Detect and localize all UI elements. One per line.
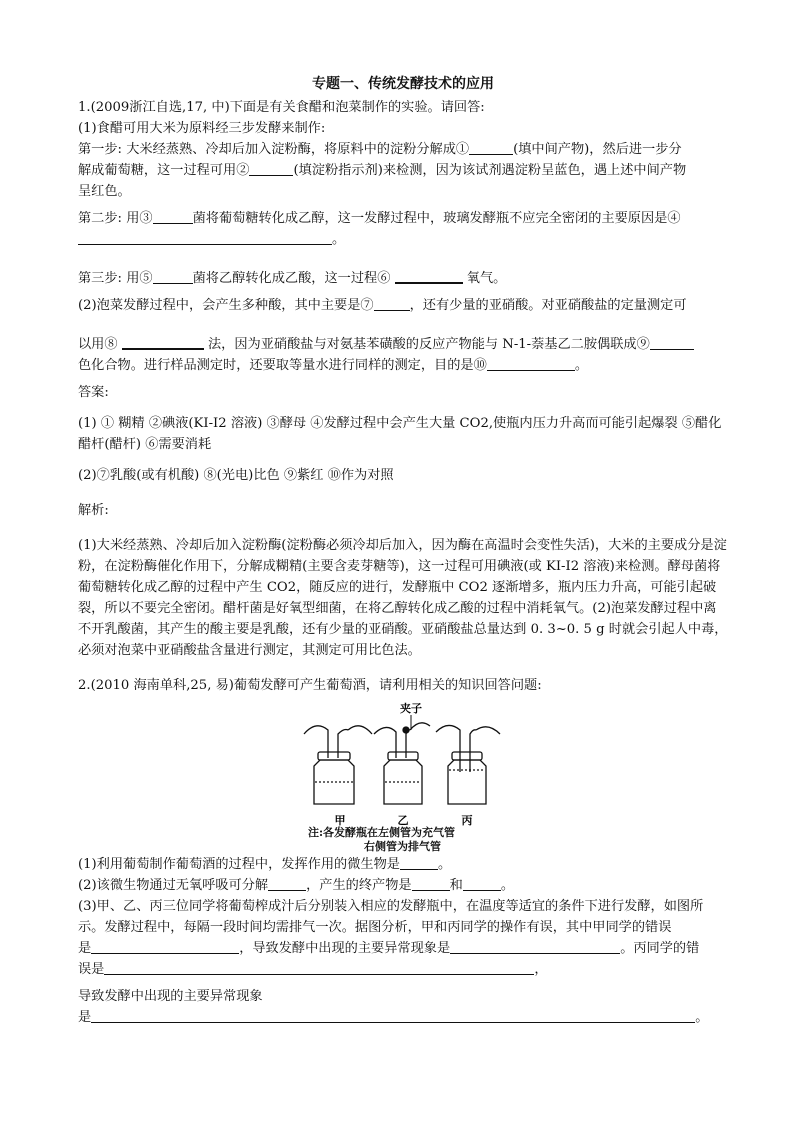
q2-part3-text-b: 是 [78, 941, 92, 956]
q1-part2-text-f: 。 [574, 358, 588, 373]
q2-part3-text-d: 。丙同学的错 [620, 941, 700, 956]
q1-step1 [78, 139, 728, 202]
bottle-label-jia: 甲 [334, 814, 346, 827]
blank-q2-4 [463, 876, 501, 891]
q1-part2-cont [78, 334, 728, 376]
bottle-label-yi: 乙 [397, 814, 409, 827]
q1-step2-text-c: 。 [332, 232, 346, 247]
q1-step2 [78, 208, 728, 250]
page-title: 专题一、传统发酵技术的应用 [312, 76, 494, 92]
blank-8 [122, 335, 204, 350]
blank-q2-5 [91, 939, 239, 954]
blank-q2-8 [91, 1008, 695, 1023]
q1-step1-text-b: (填中间产物)，然后进一步分 [513, 142, 682, 157]
q2-part2-text-b: ，产生的终产物是 [306, 878, 412, 893]
q1-step3-text-b: 菌将乙醇转化成乙酸，这一过程⑥ [192, 271, 391, 286]
q1-step2-text-b: 菌将葡萄糖转化成乙醇，这一发酵过程中，玻璃发酵瓶不应完全密闭的主要原因是④ [192, 211, 681, 226]
blank-1 [469, 140, 513, 155]
q1-part2-text-d: 法，因为亚硝酸盐与对氨基苯磺酸的反应产物能与 N-1-萘基乙二胺偶联成⑨ [207, 337, 650, 352]
q2-part2-text-a: (2)该微生物通过无氧呼吸可分解 [78, 878, 269, 893]
bottle-yi [374, 723, 430, 804]
q2-part2-text-d: 。 [500, 878, 514, 893]
blank-q2-3 [412, 876, 450, 891]
figure-note-2: 右侧管为排气管 [364, 840, 441, 853]
q1-step3-text-a: 第三步: 用⑤ [78, 271, 153, 286]
blank-10 [487, 356, 575, 371]
q1-step1-text-e: 呈红色。 [78, 184, 131, 199]
blank-2 [249, 161, 293, 176]
bottle-bing [436, 725, 500, 804]
blank-q2-2 [268, 876, 306, 891]
q2-part2-text-c: 和 [449, 878, 463, 893]
q2-part3-text-e: 误是 [78, 962, 105, 977]
q2-part3-text-f: ， [534, 962, 548, 977]
q1-part2-text-b: ，还有少量的亚硝酸。对亚硝酸盐的定量测定可 [409, 298, 687, 313]
q1-part1: (1)食醋可用大米为原料经三步发酵来制作: [78, 121, 326, 136]
answer-part2: (2)⑦乳酸(或有机酸) ⑧(光电)比色 ⑨紫红 ⑩作为对照 [78, 468, 394, 483]
q2-part1-text-a: (1)利用葡萄制作葡萄酒的过程中，发挥作用的微生物是 [78, 857, 400, 872]
blank-9 [650, 335, 694, 350]
blank-q2-7 [104, 960, 534, 975]
blank-5 [153, 269, 193, 284]
analysis-text: (1)大米经蒸熟、冷却后加入淀粉酶(淀粉酶必须冷却后加入，因为酶在高温时会变性失活)，大米的主要成分是淀粉，在淀粉酶催化作用下，分解成糊精(主要含麦芽糖等)，这一过程可用碘液(或 KI-I2 溶液)来检测。酵母菌将葡萄糖转化成乙醇的过程中产生 CO2，随反应的进行，发酵瓶中 CO2 逐渐增多，瓶内压力升高，可能引起破裂，所以不要完全密闭。醋杆菌是好氧型细菌，在将乙醇转化成乙酸的过程中消耗氧气。(2)泡菜发酵过程中离不开乳酸菌，其产生的酸主要是乳酸，还有少量的亚硝酸。亚硝酸盐总量达到 0. 3~0. 5 g 时就会引起人中毒，必须对泡菜中亚硝酸盐含量进行测定，其测定可用比色法。 [78, 538, 728, 658]
q1-step3-text-c: 氧气。 [466, 271, 507, 286]
q2-part3 [78, 896, 728, 980]
blank-3 [153, 209, 193, 224]
q2-part1-text-b: 。 [438, 857, 452, 872]
q1-step3 [78, 268, 728, 289]
q2-part3-text-i: 。 [695, 1010, 709, 1025]
blank-4 [78, 230, 332, 245]
blank-6 [395, 269, 463, 284]
fermentation-figure [296, 700, 576, 854]
figure-note-1: 注:各发酵瓶在左侧管为充气管 [308, 826, 456, 839]
blank-q2-6 [450, 939, 620, 954]
bottle-jia [304, 726, 372, 804]
analysis-label: 解析: [78, 503, 109, 518]
q1-step2-text-a: 第二步: 用③ [78, 211, 153, 226]
bottle-label-bing: 丙 [461, 814, 473, 827]
q1-part2 [78, 295, 728, 316]
q2-part2 [78, 875, 728, 896]
blank-q2-1 [400, 855, 438, 870]
fermentation-bottles-diagram [296, 700, 526, 827]
blank-7 [374, 296, 410, 311]
q2-part3-text-c: ，导致发酵中出现的主要异常现象是 [239, 941, 451, 956]
q2-part3-cont: 导致发酵中出现的主要异常现象 [78, 989, 263, 1004]
q1-step1-text-c: 解成葡萄糖，这一过程可用② [78, 163, 250, 178]
q2-heading: 2.(2010 海南单科,25, 易)葡萄发酵可产生葡萄酒，请利用相关的知识回答问题: [78, 678, 542, 693]
q1-heading: 1.(2009浙江自选,17, 中)下面是有关食醋和泡菜制作的实验。请回答: [78, 100, 485, 115]
q1-part2-text-c: 以用⑧ [78, 337, 118, 352]
q2-part1 [78, 854, 728, 875]
q2-part3-text-a: (3)甲、乙、丙三位同学将葡萄榨成汁后分别装入相应的发酵瓶中，在温度等适宜的条件下进行发酵，如图所示。发酵过程中，每隔一段时间均需排气一次。据图分析，甲和丙同学的操作有误，其中甲同学的错误 [78, 899, 704, 935]
q1-part2-text-e: 色化合物。进行样品测定时，还要取等量水进行同样的测定，目的是⑩ [78, 358, 487, 373]
answer-part1: (1) ① 糊精 ②碘液(KI-I2 溶液) ③酵母 ④发酵过程中会产生大量 CO2,使瓶内压力升高而可能引起爆裂 ⑤醋化醋杆(醋杆) ⑥需要消耗 [78, 416, 722, 452]
q1-step1-text-d: (填淀粉指示剂)来检测，因为该试剂遇淀粉呈蓝色，遇上述中间产物 [293, 163, 687, 178]
document-page [78, 74, 728, 1028]
q1-part2-text-a: (2)泡菜发酵过程中，会产生多种酸，其中主要是⑦ [78, 298, 374, 313]
answer-label: 答案: [78, 385, 109, 400]
q2-part3-text-h: 是 [78, 1010, 92, 1025]
q2-part3-final [78, 1007, 728, 1028]
clip-label: 夹子 [400, 702, 422, 715]
q1-step1-text-a: 第一步: 大米经蒸熟、冷却后加入淀粉酶，将原料中的淀粉分解成① [78, 142, 470, 157]
